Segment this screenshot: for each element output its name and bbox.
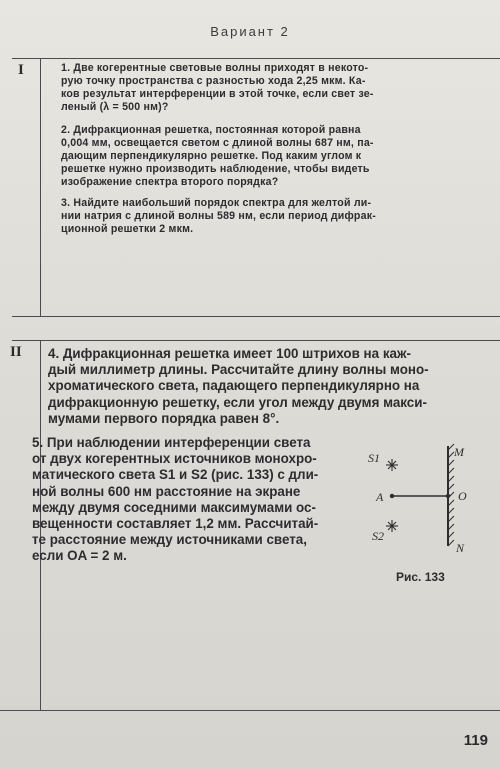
section2-top-line [12,340,500,341]
label-a: A [376,490,384,504]
source-s1-mark [386,459,398,471]
point-o [446,494,450,498]
section2-bottom-line [0,710,500,711]
label-o: O [458,489,467,503]
task-2: 2. Дифракционная решетка, постоянная которой равна 0,004 мм, освещается светом с длиной волны 687 нм, па- дающим перпендикулярно решетке. Под каким углом к решетке нужно производить наблюдение, чтобы видеть изображение спектра второго порядка? [61,124,374,188]
section1-bottom-line [12,316,500,317]
frame-top-line [12,58,500,59]
task-4: 4. Дифракционная решетка имеет 100 штрихов на каж- дый миллиметр длины. Рассчитайте длину волны моно- хроматического света, падающего перпендикулярно на дифракционную решетку, если угол между двумя макси- мумами первого порядка равен 8°. [48,346,429,426]
figure-caption: Рис. 133 [396,570,445,584]
label-m: M [454,445,464,459]
figure-133 [362,438,482,558]
variant-title: Вариант 2 [210,24,290,39]
label-n: N [456,541,465,555]
task-3: 3. Найдите наибольший порядок спектра для желтой ли- нии натрия с длиной волны 589 нм, если период дифрак- ционной решетки 2 мкм. [61,197,376,235]
source-s2-mark [386,520,398,532]
section1-divider [40,58,41,316]
point-a [390,494,394,498]
page-number: 119 [463,732,488,749]
section-2-roman: II [10,344,22,360]
task-1: 1. Две когерентные световые волны приходят в некото- рую точку пространства с разностью хода 2,25 мкм. Ка- ков результат интерференции в этой точке, если свет зе- леный (λ = 500 нм)? [61,62,374,113]
task-5: 5. При наблюдении интерференции света от двух когерентных источников монохро- матического света S1 и S2 (рис. 133) с дли- ной волны 600 нм расстояние на экране между двумя соседними максимумами ос- вещенности составляет 1,2 мм. Рассчитай- те расстояние между источниками света, если OA = 2 м. [32,435,319,564]
label-s1: S1 [368,451,380,465]
section-1-roman: I [18,62,24,78]
label-s2: S2 [372,529,384,543]
